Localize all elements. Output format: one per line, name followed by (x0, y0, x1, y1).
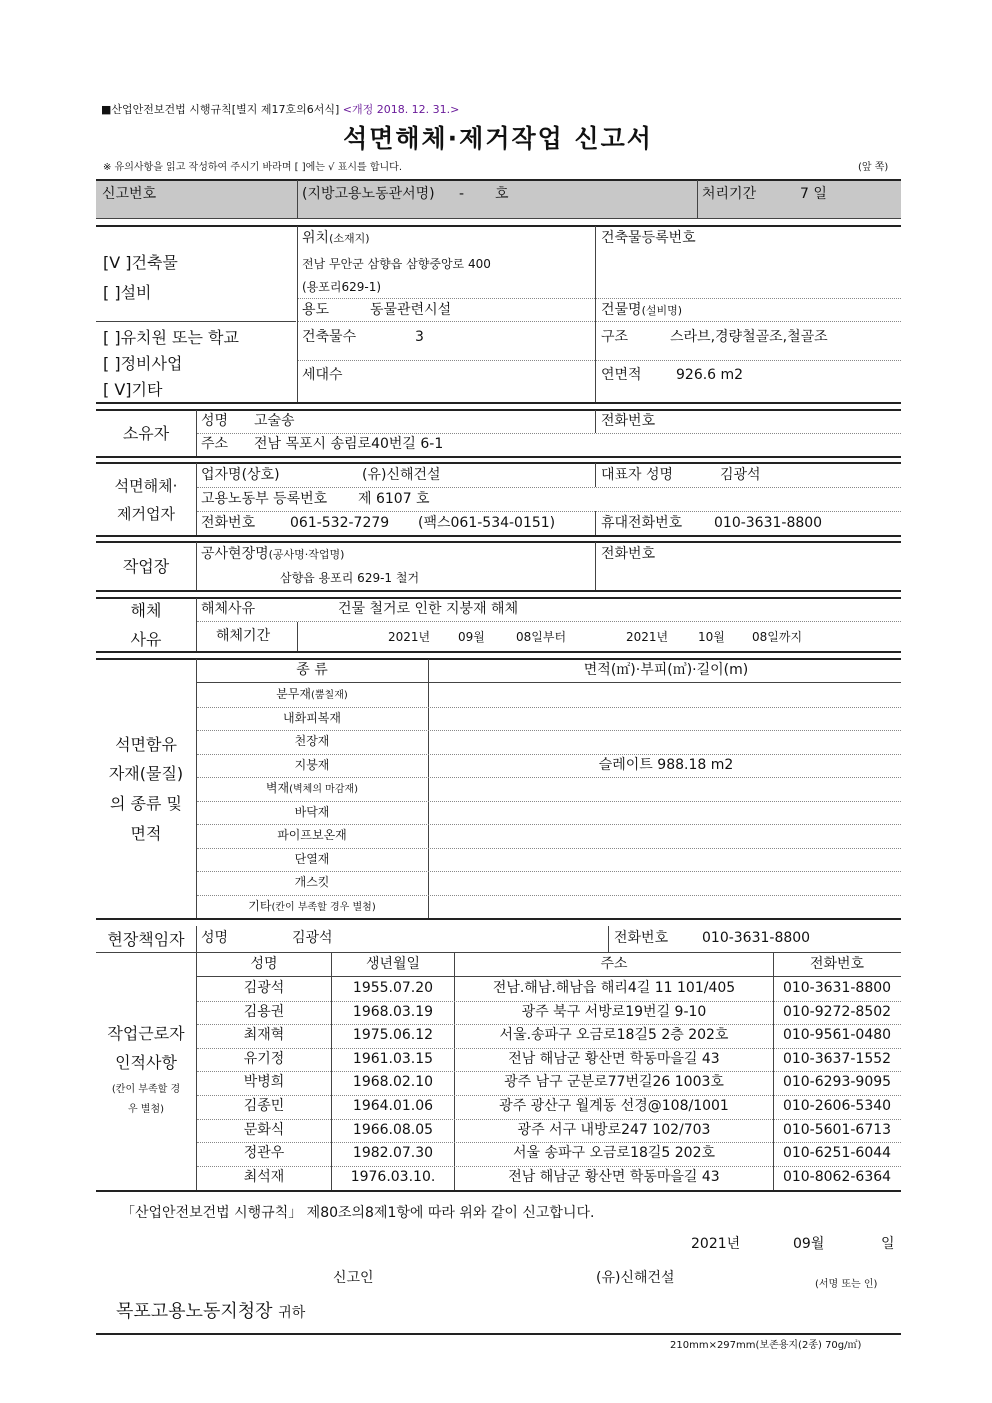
rule (96, 918, 901, 920)
rule (96, 402, 901, 404)
worker-name: 문화식 (243, 1122, 285, 1138)
checkbox-school[interactable]: [ ]유치원 또는 학교 (103, 328, 239, 347)
report-ho: 호 (495, 186, 509, 202)
rule (298, 298, 901, 299)
form-title: 석면해체·제거작업 신고서 (343, 124, 653, 153)
building-reg-number-label: 건축물등록번호 (601, 230, 696, 246)
rule (297, 180, 298, 218)
owner-section: 소유자 (122, 424, 170, 443)
mobile-label: 휴대전화번호 (601, 515, 683, 531)
worker-address: 전남 해남군 황산면 학동마을길 43 (508, 1169, 720, 1185)
households-label: 세대수 (302, 367, 343, 383)
signature-note: (서명 또는 인) (815, 1279, 878, 1290)
rule (197, 621, 901, 622)
notice-text: ※ 유의사항을 읽고 작성하여 주시기 바라며 [ ]에는 √ 표시를 합니다. (103, 162, 403, 173)
ceo-value: 김광석 (720, 467, 761, 483)
worker-birth: 1964.01.06 (352, 1098, 434, 1114)
worker-birth: 1968.03.19 (352, 1004, 434, 1020)
worker-phone: 010-3631-8800 (782, 980, 892, 996)
material-kind (248, 899, 375, 914)
recipient-name: 목포고용노동지청장 (116, 1301, 273, 1322)
worker-name: 정관우 (243, 1145, 285, 1161)
start-month: 09월 (458, 630, 485, 644)
contractor-phone-value: 061-532-7279 (290, 515, 390, 531)
mobile-value: 010-3631-8800 (714, 515, 823, 531)
rule (197, 1142, 901, 1143)
registration-value: 제 6107 호 (358, 491, 430, 507)
rule (196, 926, 197, 952)
end-year: 2021년 (626, 630, 669, 644)
material-kind-name: 단열재 (294, 852, 330, 866)
location-line1: 전남 무안군 삼향읍 삼향중앙로 400 (302, 257, 491, 271)
owner-name-value: 고술송 (254, 413, 295, 429)
location-line2: (용포리629-1) (302, 280, 382, 294)
material-kind-name: 내화피복재 (283, 711, 341, 725)
location-label-main: 위치 (302, 230, 330, 246)
report-number-label: 신고번호 (102, 186, 157, 202)
workers-header-address: 주소 (600, 956, 628, 972)
worker-birth: 1961.03.15 (352, 1051, 434, 1067)
rule (297, 622, 298, 651)
owner-address-value: 전남 목포시 송림로40번길 6-1 (254, 436, 444, 452)
material-kind-sub: (칸이 부족할 경우 별첨) (271, 902, 376, 913)
building-name-label (601, 302, 682, 319)
rule (428, 659, 429, 918)
worker-phone: 010-8062-6364 (782, 1169, 892, 1185)
rule (298, 360, 901, 361)
paper-spec: 210mm×297mm(보존용지(2종) 70g/㎡) (670, 1340, 862, 1351)
supervisor-phone-value: 010-3631-8800 (702, 930, 811, 946)
reporter-label: 신고인 (333, 1270, 374, 1286)
recipient (116, 1301, 305, 1323)
rule (197, 1119, 901, 1120)
rule (96, 1333, 901, 1335)
material-kind (276, 687, 348, 702)
worker-phone: 010-9272-8502 (782, 1004, 892, 1020)
rule (96, 597, 901, 599)
rule (197, 848, 901, 849)
owner-phone-label: 전화번호 (601, 413, 656, 429)
rule (197, 824, 901, 825)
floors-label: 건축물수 (302, 329, 357, 345)
rule (608, 926, 609, 952)
owner-name-label: 성명 (201, 413, 229, 429)
rule (197, 707, 901, 708)
supervisor-phone-label: 전화번호 (614, 930, 669, 946)
rule (197, 1048, 901, 1049)
rule (197, 1166, 901, 1167)
structure-value: 스라브,경량철골조,철골조 (670, 329, 828, 345)
recipient-suffix: 귀하 (278, 1305, 306, 1321)
rule (197, 433, 901, 434)
worker-name: 박병희 (243, 1074, 285, 1090)
supervisor-section: 현장책임자 (107, 930, 185, 949)
material-kind-name: 지붕재 (294, 758, 330, 772)
worker-phone: 010-6251-6044 (782, 1145, 892, 1161)
rule (96, 409, 901, 411)
site-phone-label: 전화번호 (601, 546, 656, 562)
area-value: 926.6 m2 (676, 367, 744, 383)
reason-value: 건물 철거로 인한 지붕재 해체 (338, 601, 519, 617)
rule (196, 463, 197, 535)
rule (96, 218, 901, 219)
material-area-value: 슬레이트 988.18 m2 (598, 757, 734, 773)
material-kind-name: 개스킷 (294, 875, 330, 889)
rule (197, 871, 901, 872)
materials-section-line1: 석면함유 (115, 735, 177, 754)
materials-section-line4: 면적 (130, 824, 162, 843)
page-side: (앞 쪽) (858, 162, 889, 173)
workers-header-birth: 생년월일 (365, 956, 421, 972)
report-year: 2021년 (691, 1236, 741, 1252)
workers-header-phone: 전화번호 (809, 956, 865, 972)
site-name-value: 삼향읍 용포리 629-1 철거 (280, 571, 420, 585)
rule (595, 542, 596, 590)
rule (297, 226, 298, 402)
worker-phone: 010-9561-0480 (782, 1027, 892, 1043)
material-kind-sub: (뿜칠재) (310, 690, 348, 701)
material-kind (277, 828, 347, 843)
materials-col-kind: 종 류 (296, 662, 328, 678)
location-label-sub: (소재지) (329, 232, 370, 245)
worker-name: 최석재 (243, 1169, 285, 1185)
site-section: 작업장 (122, 557, 170, 576)
material-kind-name: 천장재 (294, 734, 330, 748)
site-name-label (201, 546, 344, 563)
material-kind (295, 852, 330, 867)
start-day: 08일부터 (516, 630, 567, 644)
rule (197, 1071, 901, 1072)
worker-birth: 1976.03.10. (350, 1169, 436, 1185)
rule (96, 179, 901, 181)
area-label: 연면적 (601, 367, 642, 383)
regulation-text: ■산업안전보건법 시행규칙[별지 제17호의6서식] (101, 103, 340, 116)
contractor-phone-label: 전화번호 (201, 515, 256, 531)
checkbox-maintenance[interactable]: [ ]정비사업 (103, 354, 183, 373)
report-dash: - (459, 186, 465, 202)
end-day: 08일까지 (752, 630, 803, 644)
report-day: 일 (881, 1236, 895, 1252)
materials-section-line2: 자재(물질) (108, 764, 184, 783)
material-kind (295, 734, 330, 749)
material-kind (295, 758, 330, 773)
rule (197, 487, 901, 488)
rule (197, 1095, 901, 1096)
materials-section-line3: 의 종류 및 (110, 794, 182, 813)
rule (197, 976, 901, 977)
worker-address: 서울 송파구 오금로18길5 202호 (512, 1145, 716, 1161)
rule (96, 321, 296, 322)
materials-col-area: 면적(㎡)·부피(㎥)·길이(m) (583, 662, 749, 678)
worker-birth: 1966.08.05 (352, 1122, 434, 1138)
company-label: 업자명(상호) (201, 467, 280, 483)
revision-text: <개정 2018. 12. 31.> (342, 103, 460, 116)
material-kind (295, 875, 330, 890)
rule (197, 682, 901, 683)
workers-section-line2: 인적사항 (115, 1053, 177, 1072)
rule (196, 659, 197, 918)
worker-name: 김용권 (243, 1004, 285, 1020)
rule (96, 535, 901, 537)
rule (96, 1190, 901, 1192)
material-kind-sub: (벽체의 마감재) (289, 784, 359, 795)
material-kind-name: 파이프보온재 (277, 828, 347, 842)
rule (197, 801, 901, 802)
worker-phone: 010-5601-6713 (782, 1122, 892, 1138)
structure-label: 구조 (601, 329, 629, 345)
rule (298, 321, 901, 322)
material-kind-name: 벽재 (265, 781, 290, 795)
end-month: 10월 (698, 630, 725, 644)
worker-phone: 010-6293-9095 (782, 1074, 892, 1090)
rule (197, 895, 901, 896)
processing-period-value: 7 일 (800, 186, 827, 202)
worker-phone: 010-2606-5340 (782, 1098, 892, 1114)
company-value: (유)신해건설 (362, 467, 441, 483)
worker-birth: 1955.07.20 (352, 980, 434, 996)
material-kind-name: 바닥재 (294, 805, 330, 819)
site-name-sub: (공사명·작업명) (268, 548, 345, 561)
reason-section-line2: 사유 (130, 630, 162, 649)
workers-section-line1: 작업근로자 (107, 1024, 185, 1043)
workers-note-line1: (칸이 부족할 경 (111, 1084, 181, 1095)
regulation-reference (101, 103, 459, 116)
location-label (302, 230, 370, 247)
checkbox-other[interactable]: [ V]기타 (103, 380, 163, 399)
worker-address: 광주 서구 내방로247 102/703 (517, 1122, 711, 1138)
contractor-section-line1: 석면해체· (114, 477, 178, 495)
worker-address: 전남.해남.해남읍 해리4길 11 101/405 (492, 980, 736, 996)
worker-birth: 1975.06.12 (352, 1027, 434, 1043)
material-kind (283, 711, 341, 726)
worker-name: 최재혁 (243, 1027, 285, 1043)
rule (197, 730, 901, 731)
workers-header-name: 성명 (250, 956, 278, 972)
worker-address: 서울.송파구 오금로18길5 2층 202호 (499, 1027, 729, 1043)
site-name-main: 공사현장명 (201, 546, 269, 562)
rule (96, 651, 901, 653)
rule (197, 511, 901, 512)
reason-label: 해체사유 (201, 601, 256, 617)
rule (196, 598, 197, 651)
worker-phone: 010-3637-1552 (782, 1051, 892, 1067)
worker-address: 전남 해남군 황산면 학동마을길 43 (508, 1051, 720, 1067)
checkbox-facility[interactable]: [ ]설비 (103, 283, 152, 302)
rule (96, 541, 901, 543)
contractor-section-line2: 제거업자 (117, 505, 175, 523)
contractor-fax-value: (팩스061-534-0151) (418, 515, 556, 531)
ceo-label: 대표자 성명 (601, 467, 674, 483)
rule (196, 542, 197, 590)
material-kind (266, 781, 358, 796)
start-year: 2021년 (388, 630, 431, 644)
worker-birth: 1982.07.30 (352, 1145, 434, 1161)
declaration-text: 「산업안전보건법 시행규칙」 제80조의8제1항에 따라 위와 같이 신고합니다. (121, 1205, 595, 1221)
workers-note-line2: 우 별첨) (127, 1104, 165, 1115)
supervisor-name-label: 성명 (201, 930, 229, 946)
rule (197, 777, 901, 778)
rule (96, 225, 901, 227)
worker-name: 유기정 (243, 1051, 285, 1067)
worker-address: 광주 북구 서방로19번길 9-10 (521, 1004, 707, 1020)
checkbox-building[interactable]: [V ]건축물 (103, 253, 178, 272)
rule (595, 226, 596, 402)
rule (96, 658, 901, 660)
rule (697, 180, 698, 218)
material-kind-name: 분무재 (276, 687, 311, 701)
rule (197, 1001, 901, 1002)
floors-value: 3 (415, 329, 424, 345)
registration-label: 고용노동부 등록번호 (201, 491, 328, 507)
worker-birth: 1968.02.10 (352, 1074, 434, 1090)
worker-name: 김종민 (243, 1098, 285, 1114)
use-label: 용도 (302, 302, 330, 318)
labor-office-label: (지방고용노동관서명) (302, 186, 435, 202)
report-month: 09월 (793, 1236, 825, 1252)
rule (595, 410, 596, 433)
owner-address-label: 주소 (201, 436, 229, 452)
worker-name: 김광석 (243, 980, 285, 996)
building-name-main: 건물명 (601, 302, 642, 318)
material-kind (295, 805, 330, 820)
rule (197, 1024, 901, 1025)
reason-section-line1: 해체 (130, 601, 162, 620)
rule (96, 952, 901, 953)
rule (197, 754, 901, 755)
worker-address: 광주 광산구 월계동 선경@108/1001 (499, 1098, 729, 1114)
rule (96, 456, 901, 458)
rule (96, 462, 901, 464)
worker-address: 광주 남구 군분로77번길26 1003호 (504, 1074, 724, 1090)
rule (595, 463, 596, 487)
material-kind-name: 기타 (248, 899, 272, 913)
rule (96, 590, 901, 592)
supervisor-name-value: 김광석 (292, 930, 333, 946)
reporter-value: (유)신해건설 (596, 1270, 675, 1286)
rule (595, 511, 596, 535)
period-label: 해체기간 (216, 628, 271, 644)
use-value: 동물관련시설 (370, 302, 452, 318)
processing-period-label: 처리기간 (702, 186, 757, 202)
building-name-sub: (설비명) (641, 304, 683, 317)
